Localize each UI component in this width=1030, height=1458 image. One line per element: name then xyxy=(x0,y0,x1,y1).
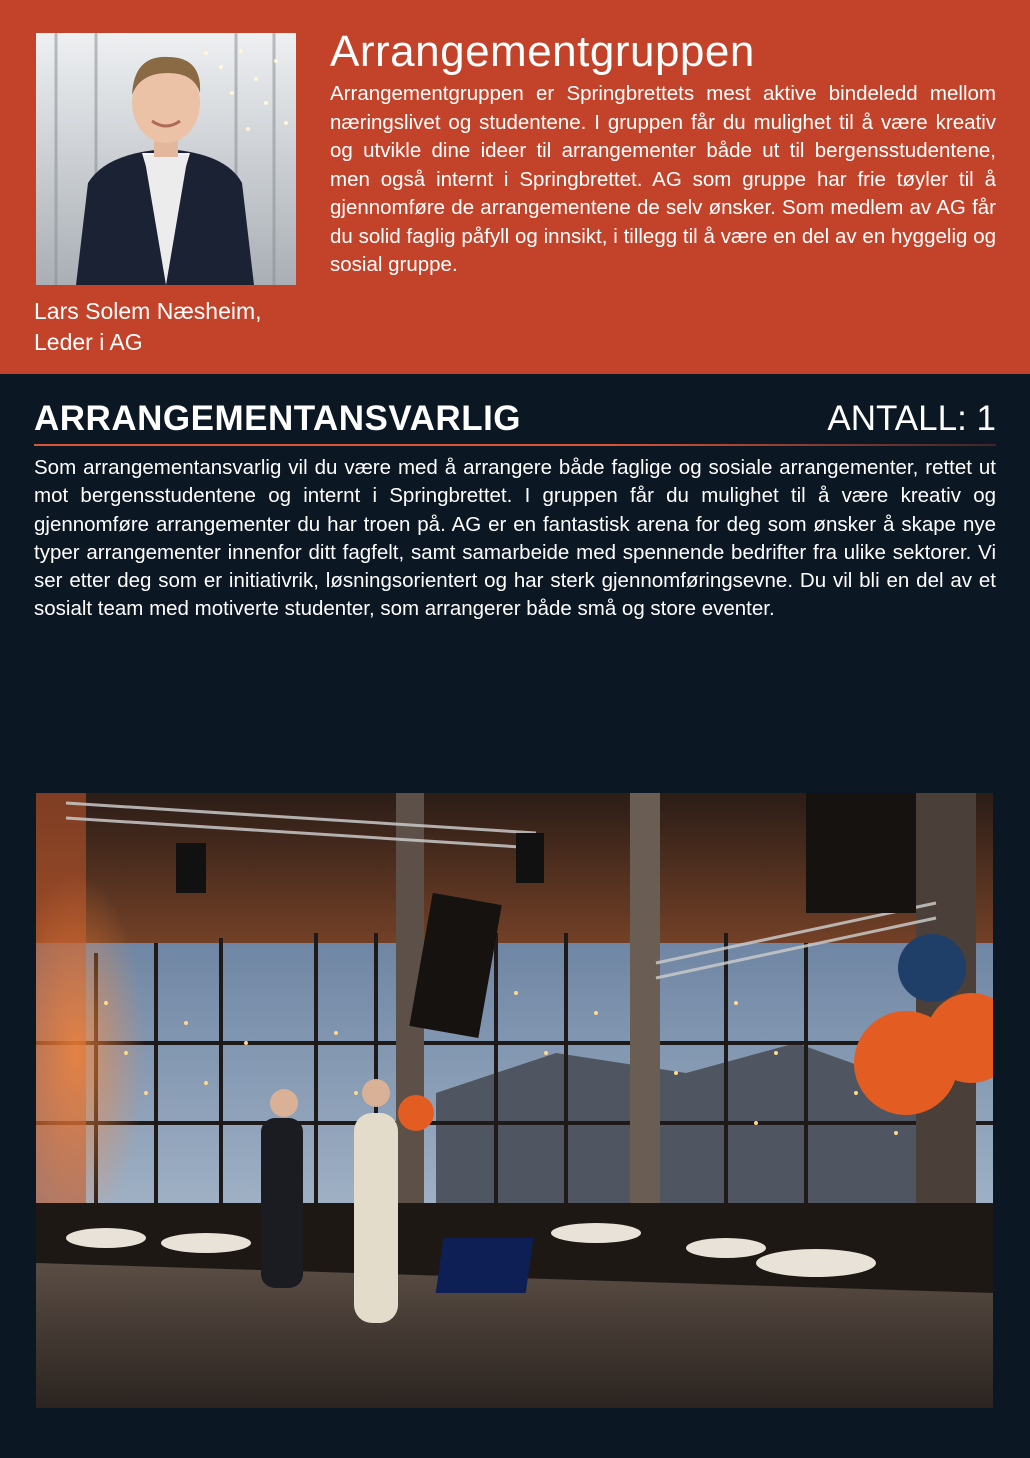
group-title: Arrangementgruppen xyxy=(330,27,755,76)
leader-photo-image xyxy=(36,33,296,285)
leader-role: Leder i AG xyxy=(34,329,143,355)
leader-caption xyxy=(34,296,324,358)
event-photo xyxy=(36,793,993,1408)
position-count: ANTALL: 1 xyxy=(827,399,996,438)
leader-photo xyxy=(36,33,296,285)
leader-name: Lars Solem Næsheim, xyxy=(34,298,262,324)
position-title: ARRANGEMENTANSVARLIG xyxy=(34,399,522,438)
position-description: Som arrangementansvarlig vil du være med å arrangere både faglige og sosiale arrangementer, rettet ut mot bergensstudentene og internt i Springbrettet. I gruppen får du mulighet til å være kreativ og gjennomføre arrangementer du har troen på. AG er en fantastisk arena for deg som ønsker å skape nye typer arrangementer innenfor ditt fagfelt, samt samarbeide med spennende bedrifter fra ulike sektorer. Vi ser etter deg som er initiativrik, løsningsorientert og har sterk gjennomføringsevne. Du vil bli en del av et sosialt team med motiverte studenter, som arrangerer både små og store eventer. xyxy=(34,456,996,621)
divider xyxy=(34,444,996,446)
group-header xyxy=(0,0,1030,374)
event-photo-image xyxy=(36,793,993,1408)
group-intro: Arrangementgruppen er Springbrettets mest aktive bindeledd mellom næringslivet og studentene. I gruppen får du mulighet til å være kreativ og utvikle dine ideer til arrangementer både ut til bergensstudentene, men også internt i Springbrettet. AG som gruppe har frie tøyler til å gjennomføre de arrangementene de selv ønsker. Som medlem av AG får du solid faglig påfyll og innsikt, i tillegg til å være en del av en hyggelig og sosial gruppe. xyxy=(330,82,996,276)
